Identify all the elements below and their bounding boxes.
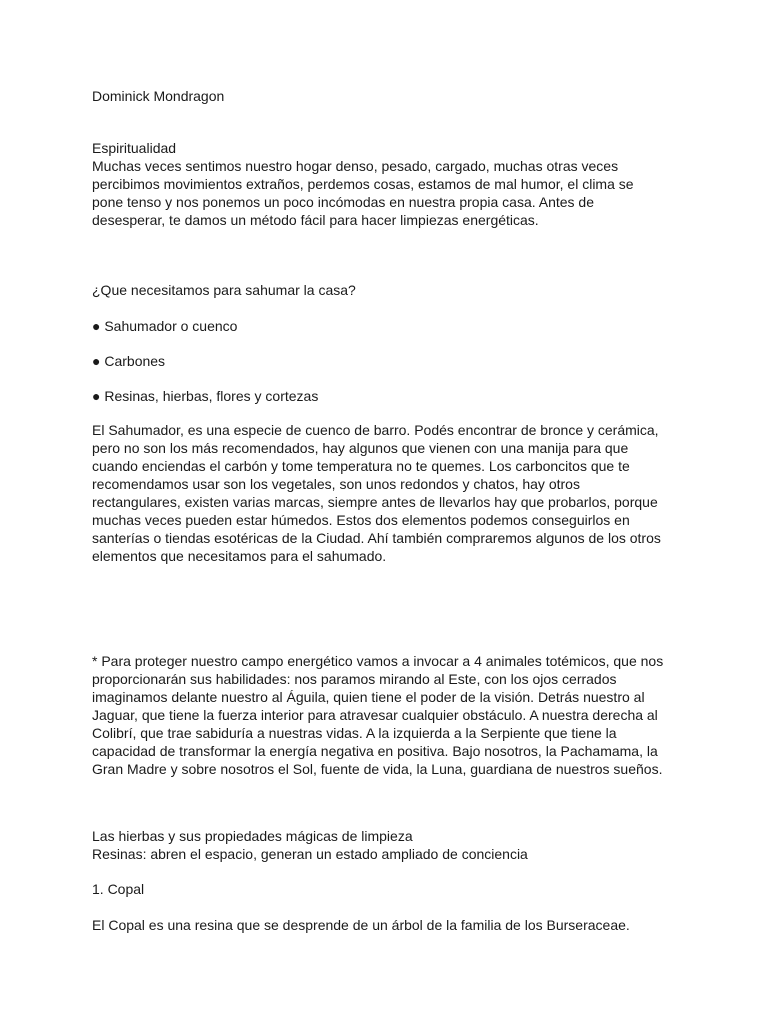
herbs-title: Las hierbas y sus propiedades mágicas de limpieza xyxy=(92,828,413,844)
totem-line: Colibrí, que trae sabiduría a nuestras vidas. A la izquierda a la Serpiente que tiene la xyxy=(92,725,617,741)
sahumador-line: rectangulares, existen varias marcas, siempre antes de llevarlos hay que probarlos, porque xyxy=(92,494,658,510)
question-heading: ¿Que necesitamos para sahumar la casa? xyxy=(92,282,356,298)
totem-line: imaginamos delante nuestro al Águila, quien tiene el poder de la visión. Detrás nuestro al xyxy=(92,689,645,705)
totem-line: Gran Madre y sobre nosotros el Sol, fuente de vida, la Luna, guardiana de nuestros sueños. xyxy=(92,761,663,777)
bullet-item: ● Sahumador o cuenco xyxy=(92,318,238,334)
sahumador-line: elementos que necesitamos para el sahumado. xyxy=(92,548,387,564)
intro-line: percibimos movimientos extraños, perdemos cosas, estamos de mal humor, el clima se xyxy=(92,176,634,192)
intro-line: Muchas veces sentimos nuestro hogar denso, pesado, cargado, muchas otras veces xyxy=(92,158,619,174)
totem-line: * Para proteger nuestro campo energético vamos a invocar a 4 animales totémicos, que nos xyxy=(92,653,664,669)
bullet-item: ● Resinas, hierbas, flores y cortezas xyxy=(92,388,319,404)
author-name: Dominick Mondragon xyxy=(92,88,225,104)
bullet-item: ● Carbones xyxy=(92,353,166,369)
totem-line: Jaguar, que tiene la fuerza interior para atravesar cualquier obstáculo. A nuestra derecha al xyxy=(92,707,658,723)
sahumador-line: santerías o tiendas esotéricas de la Ciudad. Ahí también compraremos algunos de los otros xyxy=(92,530,661,546)
totem-line: capacidad de transformar la energía negativa en positiva. Bajo nosotros, la Pachamama, la xyxy=(92,743,658,759)
copal-text: El Copal es una resina que se desprende de un árbol de la familia de los Burseraceae. xyxy=(92,917,630,933)
sahumador-line: pero no son los más recomendados, hay algunos que vienen con una manija para que xyxy=(92,440,629,456)
sahumador-line: cuando enciendas el carbón y tome temperatura no te quemes. Los carboncitos que te xyxy=(92,458,630,474)
resinas-line: Resinas: abren el espacio, generan un estado ampliado de conciencia xyxy=(92,846,528,862)
intro-line: pone tenso y nos ponemos un poco incómodas en nuestra propia casa. Antes de xyxy=(92,194,595,210)
sahumador-line: El Sahumador, es una especie de cuenco de barro. Podés encontrar de bronce y cerámica, xyxy=(92,422,659,438)
totem-line: proporcionarán sus habilidades: nos paramos mirando al Este, con los ojos cerrados xyxy=(92,671,617,687)
sahumador-line: recomendamos usar son los vegetales, son unos redondos y chatos, hay otros xyxy=(92,476,580,492)
intro-line: desesperar, te damos un método fácil para hacer limpiezas energéticas. xyxy=(92,212,539,228)
section-title: Espiritualidad xyxy=(92,140,177,156)
copal-heading: 1. Copal xyxy=(92,881,145,897)
sahumador-line: muchas veces pueden estar húmedos. Estos dos elementos podemos conseguirlos en xyxy=(92,512,630,528)
